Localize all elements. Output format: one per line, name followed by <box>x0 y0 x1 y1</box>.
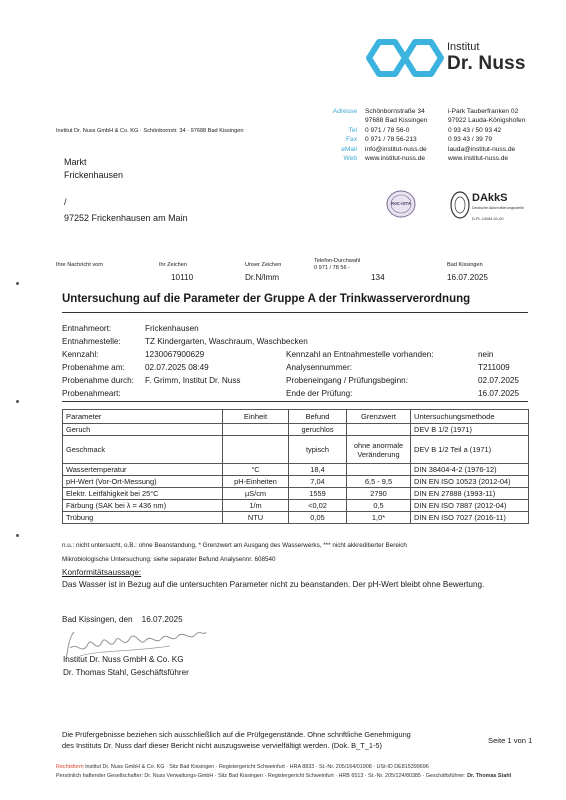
info-divider <box>62 401 528 402</box>
ref-label-ihr-zeichen: Ihr Zeichen <box>159 262 187 268</box>
table-cell: DIN EN ISO 7887 (2012-04) <box>411 500 529 512</box>
signature-place-date: Bad Kissingen, den 16.07.2025 <box>62 615 183 624</box>
address-line: 0 971 / 78 56-0 <box>365 126 410 134</box>
value-probenahme: 02.07.2025 08:49 <box>145 363 209 372</box>
sender-line: Institut Dr. Nuss GmbH & Co. KG · Schönbornstr. 34 · 97688 Bad Kissingen <box>56 128 244 134</box>
label-probenahme: Probenahme am: <box>62 363 125 372</box>
value-ende-pruefung: 16.07.2025 <box>478 389 519 398</box>
address-web-link[interactable]: www.institut-nuss.de <box>448 155 509 163</box>
table-cell: µS/cm <box>223 488 289 500</box>
recipient-line-3: / <box>64 197 67 207</box>
recipient-line-1: Markt <box>64 157 87 167</box>
table-cell <box>223 424 289 436</box>
ref-label-telefon-prefix: 0 971 / 78 56 - <box>314 265 351 271</box>
value-analysennummer: T211009 <box>478 363 510 372</box>
table-cell: 1,0* <box>347 512 411 524</box>
address-col-2 <box>448 107 525 163</box>
table-cell: DIN 38404-4-2 (1976-12) <box>411 464 529 476</box>
table-cell: °C <box>223 464 289 476</box>
address-label-adresse: Adresse <box>332 108 357 115</box>
roc-badge <box>386 190 416 218</box>
value-kennzahl-vorhanden: nein <box>478 350 494 359</box>
dakks-label: DAkkS <box>472 192 508 204</box>
table-cell <box>347 464 411 476</box>
table-cell: Wassertemperatur <box>63 464 223 476</box>
fold-mark <box>16 282 19 285</box>
table-cell: 18,4 <box>289 464 347 476</box>
table-cell: Trübung <box>63 512 223 524</box>
table-cell: NTU <box>223 512 289 524</box>
roc-label: RöC-ISTA <box>390 201 412 206</box>
table-cell: <0,02 <box>289 500 347 512</box>
table-cell: 0,05 <box>289 512 347 524</box>
address-email-link[interactable]: info@institut-nuss.de <box>365 145 427 153</box>
address-web-link[interactable]: www.institut-nuss.de <box>365 155 426 163</box>
dakks-seal-icon <box>450 190 470 220</box>
table-cell: Geschmack <box>63 436 223 464</box>
address-label-web: Web <box>343 155 357 163</box>
table-cell <box>223 436 289 464</box>
fold-mark <box>16 400 19 403</box>
logo-text-name: Dr. Nuss <box>447 53 526 74</box>
address-line: Schönbornstraße 34 <box>365 108 425 115</box>
table-row <box>63 464 529 476</box>
disclaimer-line-1: Die Prüfergebnisse beziehen sich ausschließlich auf die Prüfgegenstände. Ohne schriftliche Genehmigung <box>62 730 411 739</box>
table-cell: DIN EN 27888 (1993-11) <box>411 488 529 500</box>
table-cell: DIN EN ISO 10523 (2012-04) <box>411 476 529 488</box>
parameter-table <box>62 409 529 524</box>
label-entnahmestelle: Entnahmestelle: <box>62 337 121 346</box>
address-label-tel: Tel <box>348 126 357 134</box>
label-kennzahl: Kennzahl: <box>62 350 99 359</box>
table-header-cell: Befund <box>289 410 347 424</box>
report-title: Untersuchung auf die Parameter der Gruppe A der Trinkwasserverordnung <box>62 293 471 305</box>
logo <box>365 38 445 78</box>
conformity-heading: Konformitätsaussage: <box>62 568 142 577</box>
footer-text: Persönlich haftender Gesellschafter: Dr. Nuss Verwaltungs-GmbH · Sitz Bad Kissingen · Registergericht Schweinfurt · HRB 6513 · St.-Nr. 205/124/80385 · Geschäftsführer: <box>56 773 466 779</box>
table-cell: pH-Einheiten <box>223 476 289 488</box>
fold-mark <box>16 534 19 537</box>
ref-unser-zeichen: Dr.N/lmm <box>245 273 280 282</box>
address-col-1 <box>365 107 427 163</box>
label-analysennummer: Analysennummer: <box>286 363 352 372</box>
table-cell: pH-Wert (Vor-Ort-Messung) <box>63 476 223 488</box>
value-entnahmeort: Frickenhausen <box>145 324 199 333</box>
legend-note: n.u.: nicht untersucht, o.B.: ohne Beanstandung, * Grenzwert am Ausgang des Wasserwerks, *** nicht akkreditierter Bereich <box>62 542 407 549</box>
table-cell: 2790 <box>347 488 411 500</box>
value-kennzahl: 1230067900629 <box>145 350 205 359</box>
table-cell: ohne anormale Veränderung <box>347 436 411 464</box>
table-cell: Geruch <box>63 424 223 436</box>
footer-label: Rechtsform <box>56 764 84 770</box>
ref-label-ort: Bad Kissingen <box>447 262 483 268</box>
recipient-line-4: 97252 Frickenhausen am Main <box>64 213 188 223</box>
address-label-fax: Fax <box>346 136 357 144</box>
ref-label-ihre-nachricht: Ihre Nachricht vom <box>56 262 103 268</box>
table-cell: DIN EN ISO 7027 (2016-11) <box>411 512 529 524</box>
ref-label-unser-zeichen: Unser Zeichen <box>245 262 282 268</box>
table-cell: 7,04 <box>289 476 347 488</box>
table-header-cell: Grenzwert <box>347 410 411 424</box>
footer-text: Institut Dr. Nuss GmbH & Co. KG · Sitz Bad Kissingen · Registergericht Schweinfurt · HRA 8833 · St.-Nr. 205/164/01908 · USt-ID DE815399696 <box>85 764 429 770</box>
table-cell: 0,5 <box>347 500 411 512</box>
table-row <box>63 476 529 488</box>
label-ende-pruefung: Ende der Prüfung: <box>286 389 353 398</box>
address-line: 97688 Bad Kissingen <box>365 117 428 125</box>
address-line: 0 93 43 / 39 79 <box>448 136 492 144</box>
table-cell: DEV B 1/2 (1971) <box>411 424 529 436</box>
table-cell: geruchlos <box>289 424 347 436</box>
table-cell: 1/m <box>223 500 289 512</box>
table-header-cell: Untersuchungsmethode <box>411 410 529 424</box>
dakks-badge <box>450 190 530 224</box>
table-cell: Färbung (SAK bei λ = 436 nm) <box>63 500 223 512</box>
signature-person: Dr. Thomas Stahl, Geschäftsführer <box>63 668 189 677</box>
table-row <box>63 488 529 500</box>
address-line: 97922 Lauda-Königshofen <box>448 117 526 125</box>
logo-text-institut: Institut <box>447 41 480 53</box>
title-divider <box>62 312 528 313</box>
address-line: i-Park Tauberfranken 02 <box>448 108 519 115</box>
footer-line-2 <box>56 773 511 779</box>
value-probeneingang: 02.07.2025 <box>478 376 519 385</box>
label-probeneingang: Probeneingang / Prüfungsbeginn: <box>286 376 408 385</box>
value-probenahme-durch: F. Grimm, Institut Dr. Nuss <box>145 376 241 385</box>
value-entnahmestelle: TZ Kindergarten, Waschraum, Waschbecken <box>145 337 308 346</box>
label-probenahme-durch: Probenahme durch: <box>62 376 134 385</box>
table-header-cell: Parameter <box>63 410 223 424</box>
footer-name: Dr. Thomas Stahl <box>467 773 512 779</box>
dakks-id: D-PL-14084-01-00 <box>472 217 504 221</box>
label-kennzahl-vorhanden: Kennzahl an Entnahmestelle vorhanden: <box>286 350 434 359</box>
footer-line-1 <box>56 764 429 770</box>
address-labels <box>317 107 357 163</box>
table-row <box>63 500 529 512</box>
table-header-row <box>63 410 529 424</box>
conformity-text: Das Wasser ist in Bezug auf die untersuchten Parameter nicht zu beanstanden. Der pH-Wert bleibt ohne Bewertung. <box>62 580 485 589</box>
table-row <box>63 512 529 524</box>
dakks-sub: Deutsche Akkreditierungsstelle <box>472 206 524 210</box>
table-cell: DEV B 1/2 Teil a (1971) <box>411 436 529 464</box>
logo-mark-icon <box>365 38 445 78</box>
table-cell <box>347 424 411 436</box>
table-cell: Elektr. Leitfähigkeit bei 25°C <box>63 488 223 500</box>
disclaimer-line-2: des Instituts Dr. Nuss darf dieser Bericht nicht auszugsweise vervielfältigt werden. (Dok. B_T_1-5) <box>62 741 382 750</box>
ref-datum: 16.07.2025 <box>447 273 488 282</box>
recipient-line-2: Frickenhausen <box>64 170 124 180</box>
table-cell: 1559 <box>289 488 347 500</box>
signature-company: Institut Dr. Nuss GmbH & Co. KG <box>63 655 184 664</box>
address-line: 0 971 / 78 56-213 <box>365 136 417 144</box>
table-cell: 6,5 - 9,5 <box>347 476 411 488</box>
label-entnahmeort: Entnahmeort: <box>62 324 112 333</box>
label-probenahmeart: Probenahmeart: <box>62 389 121 398</box>
ref-label-telefon: Telefon-Durchwahl <box>314 258 361 264</box>
table-row <box>63 436 529 464</box>
ref-ihr-zeichen: 10110 <box>171 273 194 282</box>
page-number: Seite 1 von 1 <box>488 736 533 745</box>
ref-telefon-durchwahl: 134 <box>371 273 385 282</box>
table-header-cell: Einheit <box>223 410 289 424</box>
table-cell: typisch <box>289 436 347 464</box>
address-label-email: eMail <box>341 145 357 153</box>
micro-note: Mikrobiologische Untersuchung: siehe separater Befund Analysennr. 608540 <box>62 556 276 563</box>
address-line: 0 93 43 / 50 93 42 <box>448 126 502 134</box>
address-email-link[interactable]: lauda@institut-nuss.de <box>448 145 516 153</box>
table-row <box>63 424 529 436</box>
